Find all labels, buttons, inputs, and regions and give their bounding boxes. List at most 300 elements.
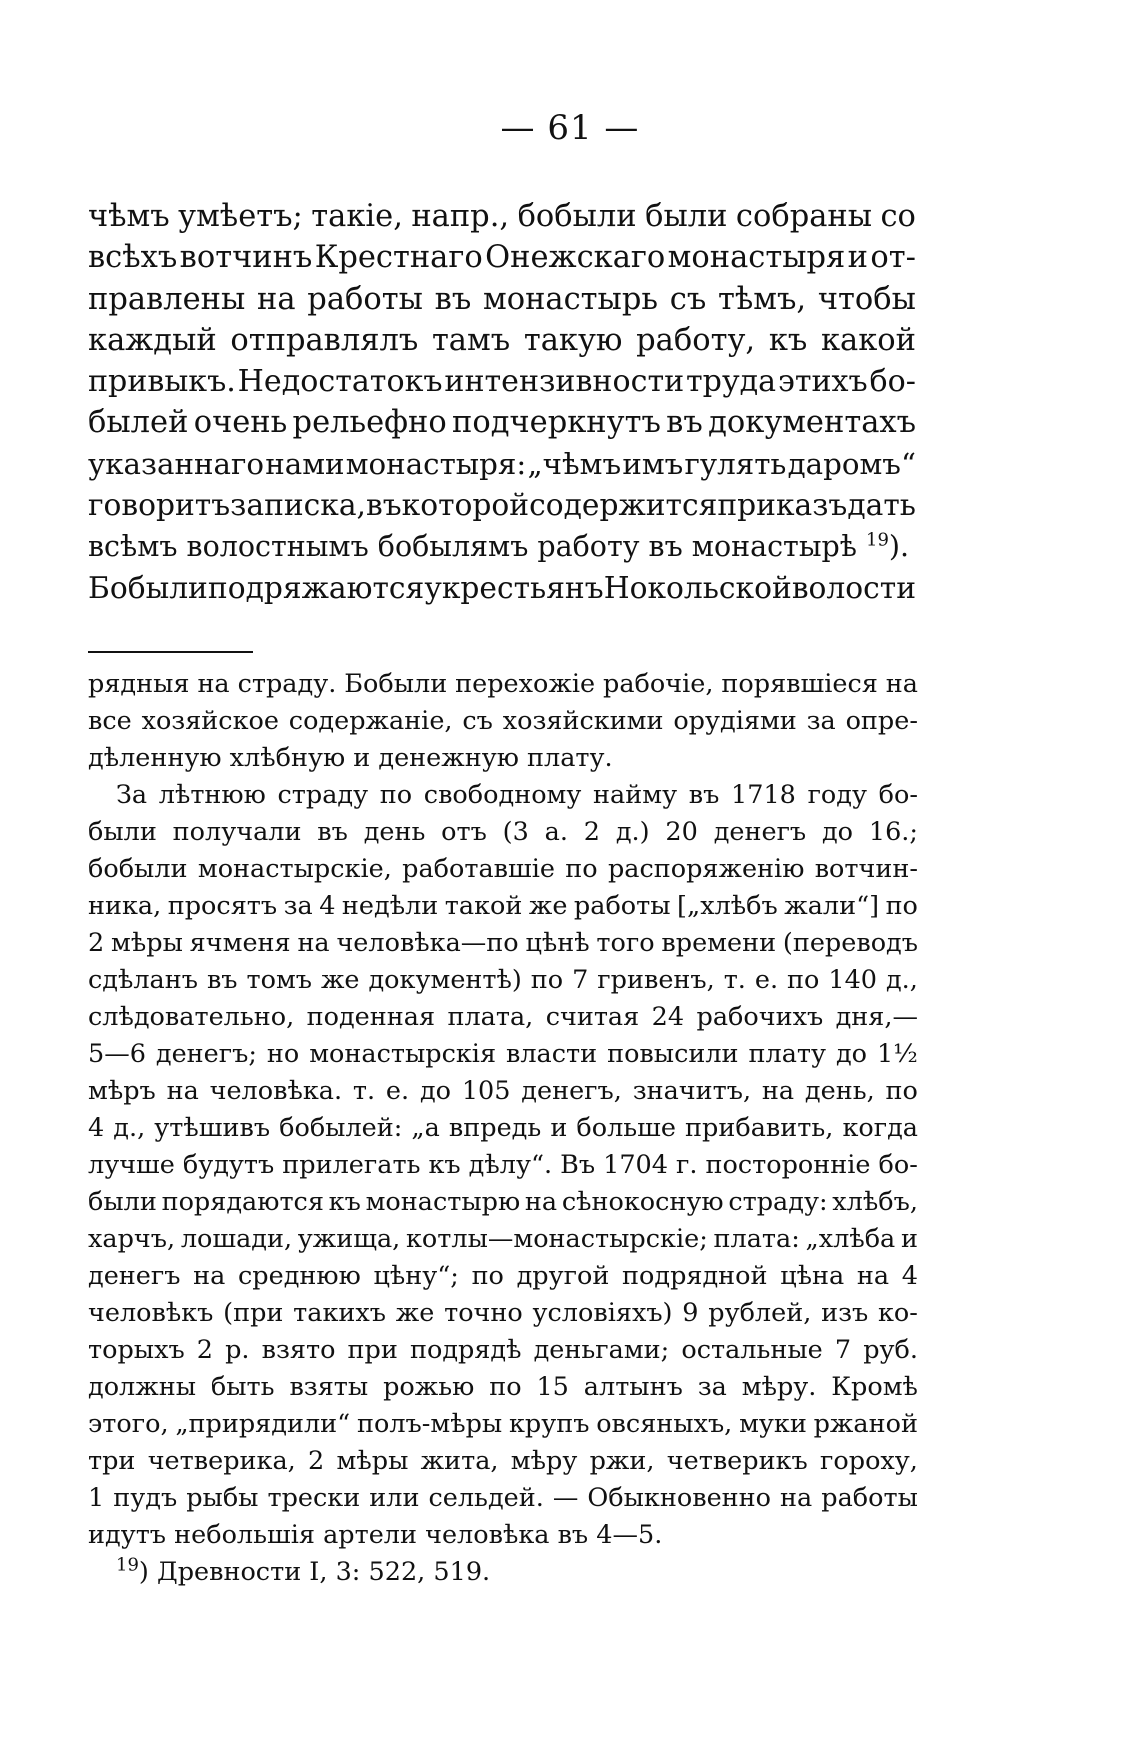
word: Крестнаго — [314, 240, 483, 276]
footnote-text: ) Древности I, 3: 522, 519. — [138, 1557, 491, 1587]
word: день, — [804, 1076, 875, 1106]
word: все — [88, 706, 132, 736]
word: со — [880, 199, 916, 234]
word: хозяйское — [141, 706, 279, 736]
word: рожью — [383, 1372, 475, 1402]
word: вотчин- — [814, 854, 918, 884]
word: 140 — [828, 965, 878, 995]
word: гороху, — [820, 1446, 918, 1476]
word: правлены — [88, 281, 246, 317]
word: дѣлу“. — [468, 1150, 553, 1180]
word: рублей, — [708, 1298, 812, 1328]
word: взято — [261, 1335, 336, 1365]
word: же — [528, 891, 568, 921]
word: четверика, — [147, 1446, 296, 1476]
word: сѣнокосную — [561, 1187, 724, 1217]
word: Обыкновенно — [587, 1483, 772, 1513]
word: изъ — [821, 1298, 869, 1328]
word: за — [283, 891, 313, 921]
word: же — [320, 965, 360, 995]
footnote-line — [88, 1369, 918, 1406]
word: томъ — [246, 965, 313, 995]
word: рыбы — [186, 1483, 259, 1513]
word: этихъ — [777, 364, 868, 400]
word: на — [166, 1076, 199, 1106]
word: д., — [885, 965, 918, 995]
word: опре- — [845, 706, 918, 736]
word: подрядной — [622, 1261, 768, 1291]
word: 7 — [572, 965, 589, 995]
word: подчеркнутъ — [452, 405, 661, 441]
word: ника, — [88, 891, 162, 921]
word: 2 — [308, 1446, 325, 1476]
word: человѣка—по — [336, 928, 519, 958]
word: 4 — [319, 891, 336, 921]
word: бобыли — [517, 199, 637, 234]
word: въ — [688, 780, 720, 810]
word: когда — [842, 1113, 918, 1143]
word: при — [347, 1335, 398, 1365]
word: труда — [686, 364, 777, 400]
word: трески — [267, 1483, 361, 1513]
word: на — [885, 669, 918, 699]
word: 9 — [682, 1298, 699, 1328]
word: три — [88, 1446, 136, 1476]
word: слѣдовательно, — [88, 1002, 295, 1032]
word: сдѣланъ — [88, 965, 198, 995]
word: страду: — [728, 1187, 828, 1217]
footnote-ref-marker: 19 — [866, 529, 889, 551]
word: цѣнѣ — [525, 928, 590, 958]
word: работы — [821, 1483, 918, 1513]
word: содержится — [529, 488, 718, 524]
word: деньгами; — [533, 1335, 670, 1365]
word: муки — [739, 1409, 807, 1439]
footnote-line — [88, 1443, 918, 1480]
word: каждый — [88, 322, 217, 358]
word: собраны — [735, 199, 873, 234]
footnote-line — [88, 962, 918, 999]
word: бо- — [869, 364, 916, 400]
word: власти — [505, 1039, 598, 1069]
word: будутъ — [182, 1150, 275, 1180]
word: среднюю — [238, 1261, 361, 1291]
word: монастыря: — [345, 446, 527, 481]
text-line — [88, 196, 916, 237]
word: но — [266, 1039, 300, 1069]
word: Въ — [560, 1150, 596, 1180]
text-line — [88, 568, 916, 609]
word: Кромѣ — [831, 1372, 918, 1402]
word: даромъ“ — [787, 446, 916, 481]
word: умѣетъ; — [178, 199, 303, 234]
word: того — [596, 928, 655, 958]
footnote-line — [88, 1258, 918, 1295]
word: мѣру. — [741, 1372, 817, 1402]
word: по — [489, 1372, 522, 1402]
word: прилегать — [282, 1150, 421, 1180]
word: на — [197, 669, 230, 699]
word: и — [900, 1224, 918, 1254]
word: [„хлѣбъ — [677, 891, 778, 921]
word: очень — [193, 405, 288, 441]
word: этого, — [88, 1409, 169, 1439]
word: торыхъ — [88, 1335, 185, 1365]
word: перехожіе — [455, 669, 596, 699]
word: т. — [352, 1076, 376, 1106]
word: (при — [223, 1298, 284, 1328]
word: 2 — [88, 928, 105, 958]
word: жита, — [420, 1446, 499, 1476]
word: гулять — [684, 446, 787, 481]
footnote-line — [88, 1517, 918, 1554]
word: бобылей: — [279, 1113, 403, 1143]
word: „хлѣба — [805, 1224, 896, 1254]
word: напр., — [411, 199, 510, 234]
word: какой — [820, 322, 916, 358]
footnote-19 — [88, 1554, 918, 1591]
footnote-line — [88, 666, 918, 703]
word: лѣтнюю — [158, 780, 266, 810]
word: „прирядили“ — [175, 1409, 351, 1439]
word: 1704 — [603, 1150, 669, 1180]
word: имъ — [622, 446, 684, 481]
word: чтобы — [817, 281, 916, 317]
word: рельефно — [292, 405, 447, 441]
word: указаннаго — [88, 446, 264, 481]
word: цѣну“; — [373, 1261, 459, 1291]
word: монастырь — [483, 281, 658, 317]
word: и — [847, 240, 869, 276]
page-number: — 61 — — [500, 108, 640, 148]
word: пудъ — [113, 1483, 178, 1513]
footnote-line — [88, 1406, 918, 1443]
word: тѣмъ, — [718, 281, 807, 317]
word: по — [379, 780, 413, 810]
word: которой — [401, 488, 530, 524]
word: человѣка. — [209, 1076, 343, 1106]
word: такихъ — [293, 1298, 387, 1328]
word: бобыли — [88, 854, 188, 884]
word: же — [395, 1298, 435, 1328]
word: просятъ — [167, 891, 278, 921]
word: найму — [593, 780, 678, 810]
word: денегъ — [88, 1261, 181, 1291]
footnote-line — [88, 1147, 918, 1184]
word: е. — [754, 965, 779, 995]
word: на — [761, 1076, 795, 1106]
word: подрядѣ — [409, 1335, 522, 1365]
word: ячменя — [189, 928, 291, 958]
word: по — [530, 965, 564, 995]
word: сельдей. — [428, 1483, 544, 1513]
word: бо- — [878, 780, 918, 810]
word: до — [419, 1076, 451, 1106]
word: страду. — [237, 669, 337, 699]
footnote-line — [88, 703, 918, 740]
footnote-line — [88, 925, 918, 962]
word: 2 — [583, 817, 601, 847]
word: интензивности — [444, 364, 685, 400]
word: т. — [723, 965, 746, 995]
footnote-marker: 19 — [116, 1554, 139, 1576]
word: работу, — [636, 322, 756, 358]
word: прибавить, — [685, 1113, 834, 1143]
word: должны — [88, 1372, 197, 1402]
word: от- — [870, 240, 916, 276]
text-line-with-footnote-ref — [88, 526, 916, 567]
word: такіе, — [311, 199, 403, 234]
word: условіяхъ) — [532, 1298, 673, 1328]
word: (переводъ — [782, 928, 918, 958]
word: документѣ) — [368, 965, 522, 995]
word: точно — [444, 1298, 523, 1328]
word: съ — [669, 281, 707, 317]
word: крупъ — [508, 1409, 590, 1439]
word: на — [257, 281, 296, 317]
word: въ — [366, 488, 402, 524]
word: 1½ — [876, 1039, 918, 1069]
line-body: всѣмъ волостнымъ бобылямъ работу въ монастырѣ — [88, 530, 857, 564]
main-text — [88, 196, 916, 609]
word: 1718 — [731, 780, 796, 810]
word: 20 — [665, 817, 698, 847]
word: работы — [307, 281, 423, 317]
text-line — [88, 237, 916, 278]
word: 15 — [536, 1372, 569, 1402]
text-line — [88, 320, 916, 361]
word: отъ — [441, 817, 487, 847]
word: 7 — [834, 1335, 852, 1365]
text-line — [88, 361, 916, 402]
footnote-line — [88, 1332, 918, 1369]
word: на — [193, 1261, 226, 1291]
word: въ — [206, 965, 238, 995]
word: за — [697, 1372, 727, 1402]
word: такую — [523, 322, 623, 358]
word: всѣхъ — [88, 240, 178, 276]
word: утѣшивъ — [154, 1113, 271, 1143]
footnote-separator-rule — [88, 651, 253, 653]
word: подряжаются — [207, 570, 425, 606]
text-line — [88, 485, 916, 526]
footnote-line — [88, 999, 918, 1036]
footnote-line — [88, 777, 918, 814]
word: у — [424, 570, 442, 606]
footnotes — [88, 666, 918, 1591]
word: на — [524, 1187, 558, 1217]
word: ко- — [877, 1298, 918, 1328]
word: въ — [317, 817, 348, 847]
word: такой — [444, 891, 523, 921]
word: по — [885, 1076, 918, 1106]
word: дня,— — [835, 1002, 918, 1032]
word: рабочіе, — [603, 669, 714, 699]
line-text — [88, 526, 909, 567]
word: приказъ — [717, 488, 848, 524]
word: тамъ — [431, 322, 511, 358]
word: мѣры — [111, 928, 183, 958]
word: денегъ; — [155, 1039, 257, 1069]
word: за — [806, 706, 836, 736]
word: За — [116, 780, 148, 810]
word: харчъ, — [88, 1224, 176, 1254]
word: р. — [225, 1335, 250, 1365]
word: 4 — [901, 1261, 918, 1291]
word: Бобыли — [344, 669, 448, 699]
word: 24 — [651, 1002, 685, 1032]
word: съ — [462, 706, 493, 736]
word: цѣна — [780, 1261, 845, 1291]
word: рабочихъ — [696, 1002, 824, 1032]
word: документахъ — [708, 405, 916, 441]
word: работавшіе — [402, 854, 555, 884]
word: жали“] — [784, 891, 880, 921]
word: по — [885, 891, 918, 921]
word: алтынъ — [583, 1372, 683, 1402]
word: день — [363, 817, 426, 847]
word: овсяныхъ, — [596, 1409, 733, 1439]
word: до — [821, 817, 854, 847]
footnote-line — [88, 814, 918, 851]
word: 4 — [88, 1113, 105, 1143]
word: человѣкъ — [88, 1298, 214, 1328]
word: ржи, — [589, 1446, 655, 1476]
word: ужища, — [297, 1224, 401, 1254]
word: привыкъ. — [88, 364, 236, 400]
word: въ — [434, 281, 472, 317]
word: по — [565, 854, 598, 884]
word: г. — [676, 1150, 698, 1180]
word: плату — [748, 1039, 827, 1069]
word: ржаной — [813, 1409, 918, 1439]
word: получали — [172, 817, 302, 847]
word: остальные — [681, 1335, 823, 1365]
word: 16.; — [868, 817, 918, 847]
word: значитъ, — [632, 1076, 752, 1106]
word: монастырю — [365, 1187, 521, 1217]
word: на — [856, 1261, 890, 1291]
word: мѣру — [510, 1446, 578, 1476]
word: монастырскіе, — [197, 854, 392, 884]
word: говоритъ — [88, 488, 231, 524]
word: денегъ, — [521, 1076, 622, 1106]
word: мѣры — [336, 1446, 409, 1476]
word: четверикъ — [666, 1446, 808, 1476]
word: монастырскія — [309, 1039, 497, 1069]
word: нами — [265, 446, 345, 481]
word: по — [787, 965, 820, 995]
word: считая — [545, 1002, 640, 1032]
word: страду — [277, 780, 369, 810]
footnote-line — [88, 1110, 918, 1147]
word: „а — [411, 1113, 440, 1143]
word: 5—6 — [88, 1039, 146, 1069]
footnote-ref-close: ). — [888, 530, 910, 564]
word: д., — [113, 1113, 146, 1143]
word: орудіями — [673, 706, 797, 736]
word: монастыря — [667, 240, 846, 276]
word: хозяйскими — [502, 706, 664, 736]
word: порявшіеся — [721, 669, 878, 699]
word: лучше — [88, 1150, 175, 1180]
footnote-line — [88, 740, 918, 777]
word: полъ-мѣры — [356, 1409, 503, 1439]
word: бо- — [878, 1150, 918, 1180]
text-line — [88, 444, 916, 485]
word: Недостатокъ — [237, 364, 443, 400]
word: гривенъ, — [597, 965, 715, 995]
word: д.) — [615, 817, 650, 847]
word: чѣмъ — [88, 199, 170, 234]
word: къ — [328, 1187, 361, 1217]
word: плата, — [447, 1002, 534, 1032]
word: е. — [385, 1076, 410, 1106]
footnote-line — [88, 1073, 918, 1110]
word: руб. — [863, 1335, 918, 1365]
word: на — [780, 1483, 813, 1513]
word: а. — [544, 817, 568, 847]
word: впредь — [448, 1113, 542, 1143]
word: былей — [88, 405, 189, 441]
word: Онежскаго — [485, 240, 666, 276]
word: Нокольской — [603, 570, 792, 606]
word: 105 — [461, 1076, 511, 1106]
word: денегъ — [713, 817, 807, 847]
word: недѣли — [341, 891, 439, 921]
word: „чѣмъ — [527, 446, 622, 481]
word: содержаніе, — [288, 706, 453, 736]
footnote-line — [88, 1184, 918, 1221]
word: году — [807, 780, 867, 810]
word: котлы—монастырскіе; — [405, 1224, 708, 1254]
word: плата: — [713, 1224, 800, 1254]
word: поденная — [306, 1002, 436, 1032]
word: рядныя — [88, 669, 190, 699]
word: времени — [661, 928, 777, 958]
word: отправлялъ — [230, 322, 419, 358]
line-text: идутъ небольшія артели человѣка въ 4—5. — [88, 1520, 663, 1550]
word: были — [88, 817, 157, 847]
word: свободному — [423, 780, 582, 810]
footnote-line — [88, 1295, 918, 1332]
word: повысили — [607, 1039, 739, 1069]
word: быть — [210, 1372, 275, 1402]
footnote-line — [88, 851, 918, 888]
word: были — [645, 199, 728, 234]
word: другой — [516, 1261, 610, 1291]
word: 1 — [88, 1483, 105, 1513]
word: записка, — [230, 488, 366, 524]
word: волости — [791, 570, 916, 606]
word: — — [552, 1483, 579, 1513]
word: и — [550, 1113, 568, 1143]
word: крестьянъ — [441, 570, 604, 606]
word: по — [471, 1261, 504, 1291]
word: къ — [428, 1150, 461, 1180]
word: или — [369, 1483, 420, 1513]
word: распоряженію — [607, 854, 805, 884]
footnote-line — [88, 1036, 918, 1073]
word: вотчинъ — [179, 240, 313, 276]
text-line — [88, 279, 916, 320]
word: на — [297, 928, 330, 958]
word: (3 — [502, 817, 529, 847]
word: порядаются — [161, 1187, 324, 1217]
footnote-line — [88, 1480, 918, 1517]
word: мѣръ — [88, 1076, 156, 1106]
word: 2 — [196, 1335, 214, 1365]
